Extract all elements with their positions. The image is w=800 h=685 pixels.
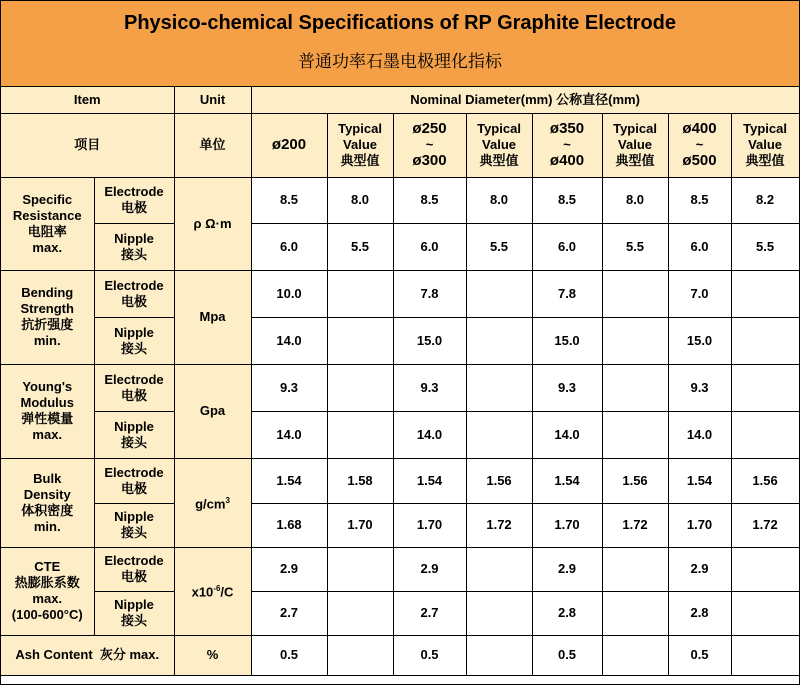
property-name-line: 热膨胀系数 bbox=[14, 575, 80, 590]
nipple-label-line: Nipple bbox=[114, 509, 154, 524]
electrode-label-line: 电极 bbox=[121, 480, 148, 496]
column-header-line: ø500 bbox=[682, 152, 717, 169]
electrode-label-line: Electrode bbox=[104, 464, 164, 480]
electrode-label bbox=[94, 177, 174, 223]
column-header-line: Typical bbox=[477, 121, 521, 136]
value-cell bbox=[602, 591, 668, 635]
value-cell: 1.54 bbox=[251, 458, 327, 503]
value-cell: 1.56 bbox=[602, 458, 668, 503]
value-cell bbox=[466, 411, 532, 458]
column-header-line: 典型值 bbox=[340, 153, 380, 168]
value-cell bbox=[602, 547, 668, 591]
column-header-line: Value bbox=[748, 137, 783, 152]
value-cell: 15.0 bbox=[393, 317, 466, 364]
column-header-line: Value bbox=[482, 137, 516, 152]
value-cell: 14.0 bbox=[251, 411, 327, 458]
unit-header-en: Unit bbox=[174, 87, 251, 113]
value-cell: 8.2 bbox=[731, 177, 799, 223]
electrode-label-line: 电极 bbox=[121, 200, 148, 215]
property-name-line: Young's bbox=[22, 379, 73, 394]
value-cell: 5.5 bbox=[466, 223, 532, 270]
value-cell: 8.0 bbox=[602, 177, 668, 223]
value-cell bbox=[602, 364, 668, 411]
column-header-5 bbox=[602, 113, 668, 177]
property-name-line: 电阻率 bbox=[27, 223, 67, 239]
spec-table bbox=[1, 87, 800, 676]
column-header-1 bbox=[327, 113, 393, 177]
column-header-line: Typical bbox=[338, 121, 382, 136]
ash-content-label: Ash Content 灰分 max. bbox=[1, 635, 174, 675]
value-cell: 1.70 bbox=[327, 503, 393, 547]
electrode-label-line: Electrode bbox=[104, 277, 164, 293]
value-cell bbox=[327, 317, 393, 364]
unit-cell bbox=[174, 458, 251, 547]
value-cell bbox=[466, 591, 532, 635]
column-header-line: Typical bbox=[743, 121, 787, 136]
property-name-line: 弹性模量 bbox=[21, 411, 74, 426]
ash-unit: % bbox=[174, 635, 251, 675]
value-cell bbox=[731, 411, 799, 458]
nipple-label-line: 接头 bbox=[121, 613, 148, 628]
property-name-line: min. bbox=[33, 333, 61, 348]
value-cell: 5.5 bbox=[602, 223, 668, 270]
electrode-label-line: 电极 bbox=[121, 293, 148, 309]
value-cell: 1.72 bbox=[602, 503, 668, 547]
unit-text: Gpa bbox=[199, 403, 226, 418]
nipple-label-line: 接头 bbox=[121, 434, 148, 450]
nipple-label-line: Nipple bbox=[114, 597, 154, 612]
value-cell bbox=[466, 317, 532, 364]
column-header-line: ø400 bbox=[549, 152, 585, 169]
value-cell: 8.0 bbox=[327, 177, 393, 223]
value-cell bbox=[602, 317, 668, 364]
electrode-label-line: 电极 bbox=[121, 387, 148, 403]
column-header-line: ~ bbox=[425, 137, 434, 152]
unit-cell bbox=[174, 177, 251, 270]
column-header-line: 典型值 bbox=[615, 153, 655, 168]
table-row bbox=[1, 503, 799, 547]
electrode-label-line: Electrode bbox=[104, 184, 164, 199]
value-cell: 2.9 bbox=[532, 547, 602, 591]
nipple-label-line: 接头 bbox=[121, 340, 148, 356]
value-cell bbox=[602, 270, 668, 317]
value-cell: 1.54 bbox=[532, 458, 602, 503]
nipple-label-line: Nipple bbox=[114, 418, 154, 434]
property-name bbox=[1, 177, 94, 270]
value-cell bbox=[327, 591, 393, 635]
unit-text: x10 bbox=[191, 584, 214, 600]
electrode-label bbox=[94, 270, 174, 317]
table-row bbox=[1, 411, 799, 458]
value-cell: 1.54 bbox=[668, 458, 731, 503]
value-cell: 14.0 bbox=[668, 411, 731, 458]
column-header-7 bbox=[731, 113, 799, 177]
value-cell: 8.0 bbox=[466, 177, 532, 223]
unit-text: Mpa bbox=[199, 309, 226, 324]
value-cell: 5.5 bbox=[731, 223, 799, 270]
electrode-label-line: Electrode bbox=[104, 553, 164, 568]
value-cell: 14.0 bbox=[393, 411, 466, 458]
value-cell: 0.5 bbox=[251, 635, 327, 675]
table-row bbox=[1, 364, 799, 411]
property-name-line: max. bbox=[32, 239, 63, 255]
value-cell bbox=[731, 364, 799, 411]
title-chinese: 普通功率石墨电极理化指标 bbox=[298, 52, 502, 72]
value-cell: 1.72 bbox=[731, 503, 799, 547]
title-banner bbox=[1, 1, 799, 87]
nipple-label bbox=[94, 591, 174, 635]
value-cell: 1.58 bbox=[327, 458, 393, 503]
table-row bbox=[1, 270, 799, 317]
value-cell: 7.8 bbox=[532, 270, 602, 317]
property-name-line: Specific bbox=[22, 191, 73, 207]
value-cell bbox=[466, 635, 532, 675]
unit-cell bbox=[174, 364, 251, 458]
electrode-label bbox=[94, 364, 174, 411]
value-cell bbox=[327, 635, 393, 675]
electrode-label bbox=[94, 547, 174, 591]
value-cell bbox=[327, 547, 393, 591]
property-name-line: Density bbox=[23, 486, 71, 502]
value-cell: 2.9 bbox=[251, 547, 327, 591]
column-header-line: ø400 bbox=[682, 120, 717, 137]
table-row bbox=[1, 177, 799, 223]
value-cell: 2.9 bbox=[668, 547, 731, 591]
value-cell: 9.3 bbox=[393, 364, 466, 411]
value-cell: 0.5 bbox=[668, 635, 731, 675]
value-cell bbox=[327, 364, 393, 411]
value-cell: 9.3 bbox=[668, 364, 731, 411]
property-name-line: min. bbox=[33, 518, 61, 534]
property-name-line: Bulk bbox=[33, 470, 62, 486]
value-cell bbox=[731, 591, 799, 635]
electrode-label bbox=[94, 458, 174, 503]
value-cell: 7.8 bbox=[393, 270, 466, 317]
value-cell bbox=[731, 547, 799, 591]
value-cell: 1.56 bbox=[731, 458, 799, 503]
property-name-line: CTE bbox=[34, 559, 61, 574]
electrode-label-line: Electrode bbox=[104, 371, 164, 387]
unit-text: g/cm bbox=[195, 496, 226, 512]
value-cell bbox=[466, 270, 532, 317]
value-cell: 14.0 bbox=[251, 317, 327, 364]
column-header-line: ø350 bbox=[549, 120, 585, 137]
nipple-label bbox=[94, 503, 174, 547]
column-header-line: ø200 bbox=[271, 136, 307, 153]
value-cell bbox=[731, 635, 799, 675]
column-header-line: 典型值 bbox=[745, 153, 785, 168]
nipple-label-line: 接头 bbox=[121, 525, 148, 540]
value-cell bbox=[731, 270, 799, 317]
property-name-line: Bending bbox=[21, 285, 74, 300]
table-row bbox=[1, 458, 799, 503]
table-row bbox=[1, 591, 799, 635]
value-cell: 8.5 bbox=[532, 177, 602, 223]
nipple-label bbox=[94, 317, 174, 364]
value-cell: 0.5 bbox=[393, 635, 466, 675]
column-header-line: 典型值 bbox=[479, 153, 519, 168]
value-cell: 2.7 bbox=[393, 591, 466, 635]
column-header-4 bbox=[532, 113, 602, 177]
column-header-3 bbox=[466, 113, 532, 177]
value-cell bbox=[327, 270, 393, 317]
value-cell: 9.3 bbox=[532, 364, 602, 411]
item-header-zh: 项目 bbox=[1, 113, 174, 177]
property-name-line: max. bbox=[32, 591, 63, 606]
title-english: Physico-chemical Specifications of RP Graphite Electrode bbox=[123, 12, 677, 34]
property-name-line: Resistance bbox=[12, 207, 82, 223]
property-name-line: max. bbox=[32, 427, 63, 442]
unit-header-zh: 单位 bbox=[174, 113, 251, 177]
value-cell: 2.8 bbox=[532, 591, 602, 635]
ash-row bbox=[1, 635, 799, 675]
table-row bbox=[1, 547, 799, 591]
nipple-label-line: 接头 bbox=[121, 246, 148, 262]
unit-cell bbox=[174, 547, 251, 635]
value-cell: 1.68 bbox=[251, 503, 327, 547]
value-cell: 1.70 bbox=[532, 503, 602, 547]
table-row bbox=[1, 223, 799, 270]
nominal-diameter-header: Nominal Diameter(mm) 公称直径(mm) bbox=[251, 87, 799, 113]
unit-text: ρ Ω·m bbox=[193, 215, 232, 231]
value-cell: 8.5 bbox=[393, 177, 466, 223]
column-header-line: ø250 bbox=[412, 120, 447, 137]
value-cell: 1.54 bbox=[393, 458, 466, 503]
value-cell bbox=[466, 547, 532, 591]
property-name-line: (100-600°C) bbox=[11, 607, 83, 622]
property-name-line: 体积密度 bbox=[21, 502, 74, 518]
property-name-line: Strength bbox=[20, 301, 74, 316]
column-header-line: ø300 bbox=[412, 152, 447, 169]
value-cell bbox=[602, 411, 668, 458]
value-cell: 10.0 bbox=[251, 270, 327, 317]
column-header-line: Typical bbox=[613, 121, 657, 136]
property-name bbox=[1, 458, 94, 547]
value-cell: 5.5 bbox=[327, 223, 393, 270]
column-header-line: ~ bbox=[563, 137, 571, 152]
property-name bbox=[1, 270, 94, 364]
value-cell: 1.72 bbox=[466, 503, 532, 547]
nipple-label-line: Nipple bbox=[114, 324, 154, 340]
value-cell: 15.0 bbox=[532, 317, 602, 364]
property-name-line: 抗折强度 bbox=[21, 317, 74, 332]
value-cell: 6.0 bbox=[532, 223, 602, 270]
value-cell bbox=[602, 635, 668, 675]
value-cell: 0.5 bbox=[532, 635, 602, 675]
value-cell: 8.5 bbox=[668, 177, 731, 223]
value-cell: 7.0 bbox=[668, 270, 731, 317]
value-cell: 2.9 bbox=[393, 547, 466, 591]
electrode-label-line: 电极 bbox=[121, 569, 148, 584]
property-name bbox=[1, 364, 94, 458]
value-cell: 9.3 bbox=[251, 364, 327, 411]
table-row bbox=[1, 317, 799, 364]
nipple-label bbox=[94, 411, 174, 458]
value-cell: 1.70 bbox=[393, 503, 466, 547]
value-cell: 1.70 bbox=[668, 503, 731, 547]
unit-superscript: -6 bbox=[213, 584, 221, 594]
value-cell: 15.0 bbox=[668, 317, 731, 364]
value-cell: 14.0 bbox=[532, 411, 602, 458]
value-cell bbox=[466, 364, 532, 411]
value-cell: 6.0 bbox=[251, 223, 327, 270]
column-header-0 bbox=[251, 113, 327, 177]
column-header-line: Value bbox=[618, 137, 652, 152]
value-cell: 6.0 bbox=[393, 223, 466, 270]
unit-cell bbox=[174, 270, 251, 364]
column-header-6 bbox=[668, 113, 731, 177]
value-cell: 6.0 bbox=[668, 223, 731, 270]
value-cell: 1.56 bbox=[466, 458, 532, 503]
value-cell bbox=[731, 317, 799, 364]
column-header-line: Value bbox=[343, 137, 377, 152]
item-header-en: Item bbox=[1, 87, 174, 113]
column-header-2 bbox=[393, 113, 466, 177]
value-cell bbox=[327, 411, 393, 458]
value-cell: 2.7 bbox=[251, 591, 327, 635]
value-cell: 8.5 bbox=[251, 177, 327, 223]
unit-superscript: 3 bbox=[225, 495, 230, 505]
value-cell: 2.8 bbox=[668, 591, 731, 635]
nipple-label-line: Nipple bbox=[114, 230, 154, 246]
column-header-line: ~ bbox=[695, 137, 704, 152]
unit-suffix: /C bbox=[220, 584, 234, 600]
property-name bbox=[1, 547, 94, 635]
property-name-line: Modulus bbox=[20, 395, 74, 410]
nipple-label bbox=[94, 223, 174, 270]
